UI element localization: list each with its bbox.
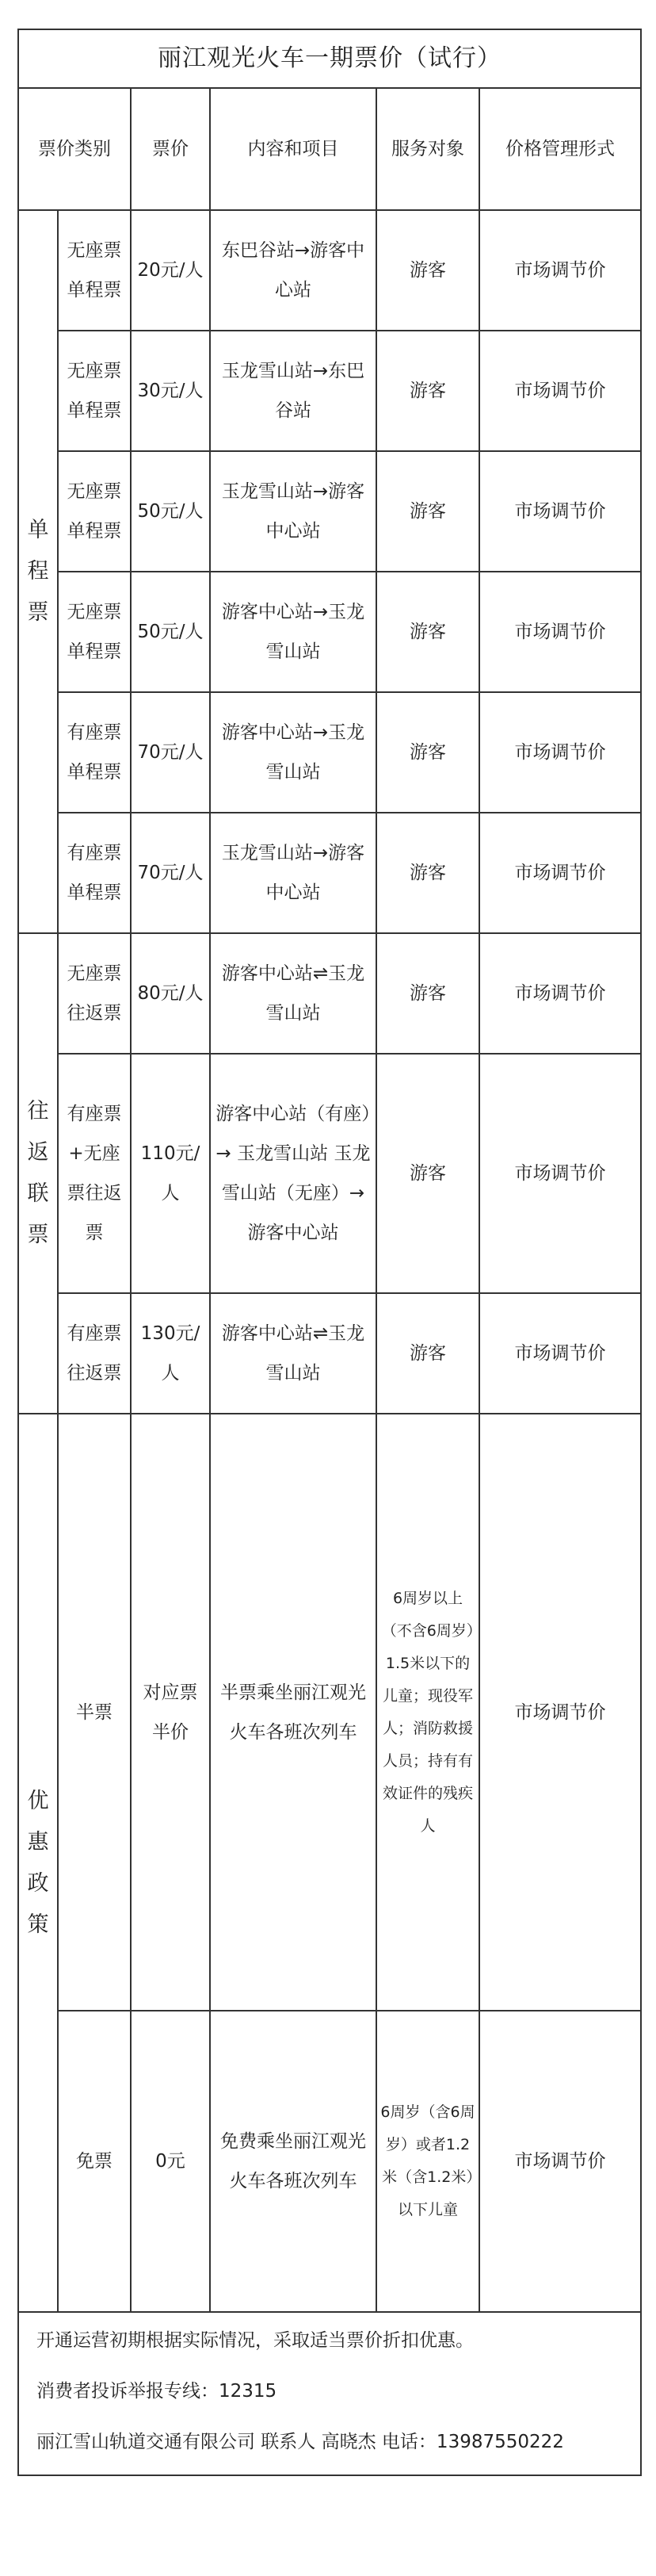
- service-target: 游客: [376, 813, 479, 933]
- pricing-form: 市场调节价: [479, 1293, 641, 1414]
- table-row: [18, 933, 641, 1054]
- ticket-type: 有座票单程票: [58, 692, 131, 813]
- price: 30元/人: [131, 331, 210, 451]
- ticket-type: 免票: [58, 2011, 131, 2312]
- header-ticket-type: 票价类别: [18, 88, 131, 210]
- pricing-form: 市场调节价: [479, 1054, 641, 1293]
- price: 50元/人: [131, 572, 210, 692]
- table-row: [18, 1414, 641, 2011]
- ticket-type: 无座票单程票: [58, 572, 131, 692]
- service-target: 游客: [376, 1293, 479, 1414]
- service-target: 游客: [376, 692, 479, 813]
- route: 游客中心站⇌玉龙雪山站: [210, 1293, 376, 1414]
- service-target: 游客: [376, 933, 479, 1054]
- ticket-type: 无座票往返票: [58, 933, 131, 1054]
- price: 110元/人: [131, 1054, 210, 1293]
- header-service: 服务对象: [376, 88, 479, 210]
- ticket-type: 无座票单程票: [58, 210, 131, 331]
- group-single-trip: [18, 210, 58, 933]
- route: 免费乘坐丽江观光火车各班次列车: [210, 2011, 376, 2312]
- pricing-form: 市场调节价: [479, 451, 641, 572]
- ticket-type: 无座票单程票: [58, 331, 131, 451]
- price: 0元: [131, 2011, 210, 2312]
- ticket-type: 有座票单程票: [58, 813, 131, 933]
- table-title: 丽江观光火车一期票价（试行）: [18, 29, 641, 88]
- table-row: [18, 1054, 641, 1293]
- pricing-form: 市场调节价: [479, 572, 641, 692]
- table-row: [18, 331, 641, 451]
- header-row: [18, 88, 641, 210]
- service-target: 游客: [376, 210, 479, 331]
- group-label-char: 程: [27, 559, 49, 584]
- ticket-type: 有座票+无座票往返票: [58, 1054, 131, 1293]
- group-label-char: 票: [27, 1223, 49, 1247]
- price: 20元/人: [131, 210, 210, 331]
- price: 80元/人: [131, 933, 210, 1054]
- table-row: [18, 813, 641, 933]
- service-target: 游客: [376, 1054, 479, 1293]
- pricing-form: 市场调节价: [479, 331, 641, 451]
- route: 玉龙雪山站→游客中心站: [210, 451, 376, 572]
- pricing-form: 市场调节价: [479, 210, 641, 331]
- company-contact: 丽江雪山轨道交通有限公司 联系人 高晓杰 电话：13987550222: [36, 2432, 564, 2452]
- header-price: 票价: [131, 88, 210, 210]
- ticket-type: 半票: [58, 1414, 131, 2011]
- table-row: [18, 1293, 641, 1414]
- header-pricing-form: 价格管理形式: [479, 88, 641, 210]
- group-label-char: 策: [27, 1912, 49, 1937]
- service-target: 6周岁以上（不含6周岁）1.5米以下的儿童；现役军人；消防救援人员；持有有效证件的残疾人: [376, 1414, 479, 2011]
- price: 70元/人: [131, 813, 210, 933]
- group-label-char: 往: [27, 1099, 49, 1123]
- fare-table: [17, 29, 642, 2476]
- group-label-char: 票: [27, 600, 49, 625]
- ticket-type: 无座票单程票: [58, 451, 131, 572]
- service-target: 6周岁（含6周岁）或者1.2米（含1.2米）以下儿童: [376, 2011, 479, 2312]
- group-label-char: 返: [27, 1140, 49, 1165]
- table-row: [18, 692, 641, 813]
- ticket-type: 有座票往返票: [58, 1293, 131, 1414]
- service-target: 游客: [376, 451, 479, 572]
- pricing-form: 市场调节价: [479, 2011, 641, 2312]
- price: 50元/人: [131, 451, 210, 572]
- pricing-form: 市场调节价: [479, 692, 641, 813]
- route: 游客中心站→玉龙雪山站: [210, 572, 376, 692]
- discount-note: 开通运营初期根据实际情况，采取适当票价折扣优惠。: [36, 2330, 474, 2351]
- pricing-form: 市场调节价: [479, 933, 641, 1054]
- pricing-form: 市场调节价: [479, 813, 641, 933]
- table-row: [18, 210, 641, 331]
- group-round-trip: [18, 933, 58, 1414]
- price: 对应票半价: [131, 1414, 210, 2011]
- group-label-char: 政: [27, 1870, 49, 1896]
- group-label-char: 优: [27, 1788, 49, 1813]
- route: 游客中心站⇌玉龙雪山站: [210, 933, 376, 1054]
- group-label-char: 单: [27, 518, 49, 542]
- route: 半票乘坐丽江观光火车各班次列车: [210, 1414, 376, 2011]
- route: 玉龙雪山站→东巴谷站: [210, 331, 376, 451]
- route: 游客中心站（有座）→ 玉龙雪山站 玉龙雪山站（无座）→ 游客中心站: [210, 1054, 376, 1293]
- fare-table-document: [17, 29, 640, 2476]
- header-content: 内容和项目: [210, 88, 376, 210]
- route: 东巴谷站→游客中心站: [210, 210, 376, 331]
- group-discount-policy: [18, 1414, 58, 2312]
- complaint-hotline: 消费者投诉举报专线：12315: [36, 2381, 277, 2402]
- table-row: [18, 451, 641, 572]
- table-row: [18, 2011, 641, 2312]
- group-label-char: 惠: [27, 1829, 49, 1854]
- pricing-form: 市场调节价: [479, 1414, 641, 2011]
- route: 玉龙雪山站→游客中心站: [210, 813, 376, 933]
- service-target: 游客: [376, 331, 479, 451]
- table-row: [18, 572, 641, 692]
- price: 70元/人: [131, 692, 210, 813]
- service-target: 游客: [376, 572, 479, 692]
- group-label-char: 联: [27, 1181, 49, 1206]
- route: 游客中心站→玉龙雪山站: [210, 692, 376, 813]
- footer-notes: [18, 2312, 641, 2475]
- price: 130元/人: [131, 1293, 210, 1414]
